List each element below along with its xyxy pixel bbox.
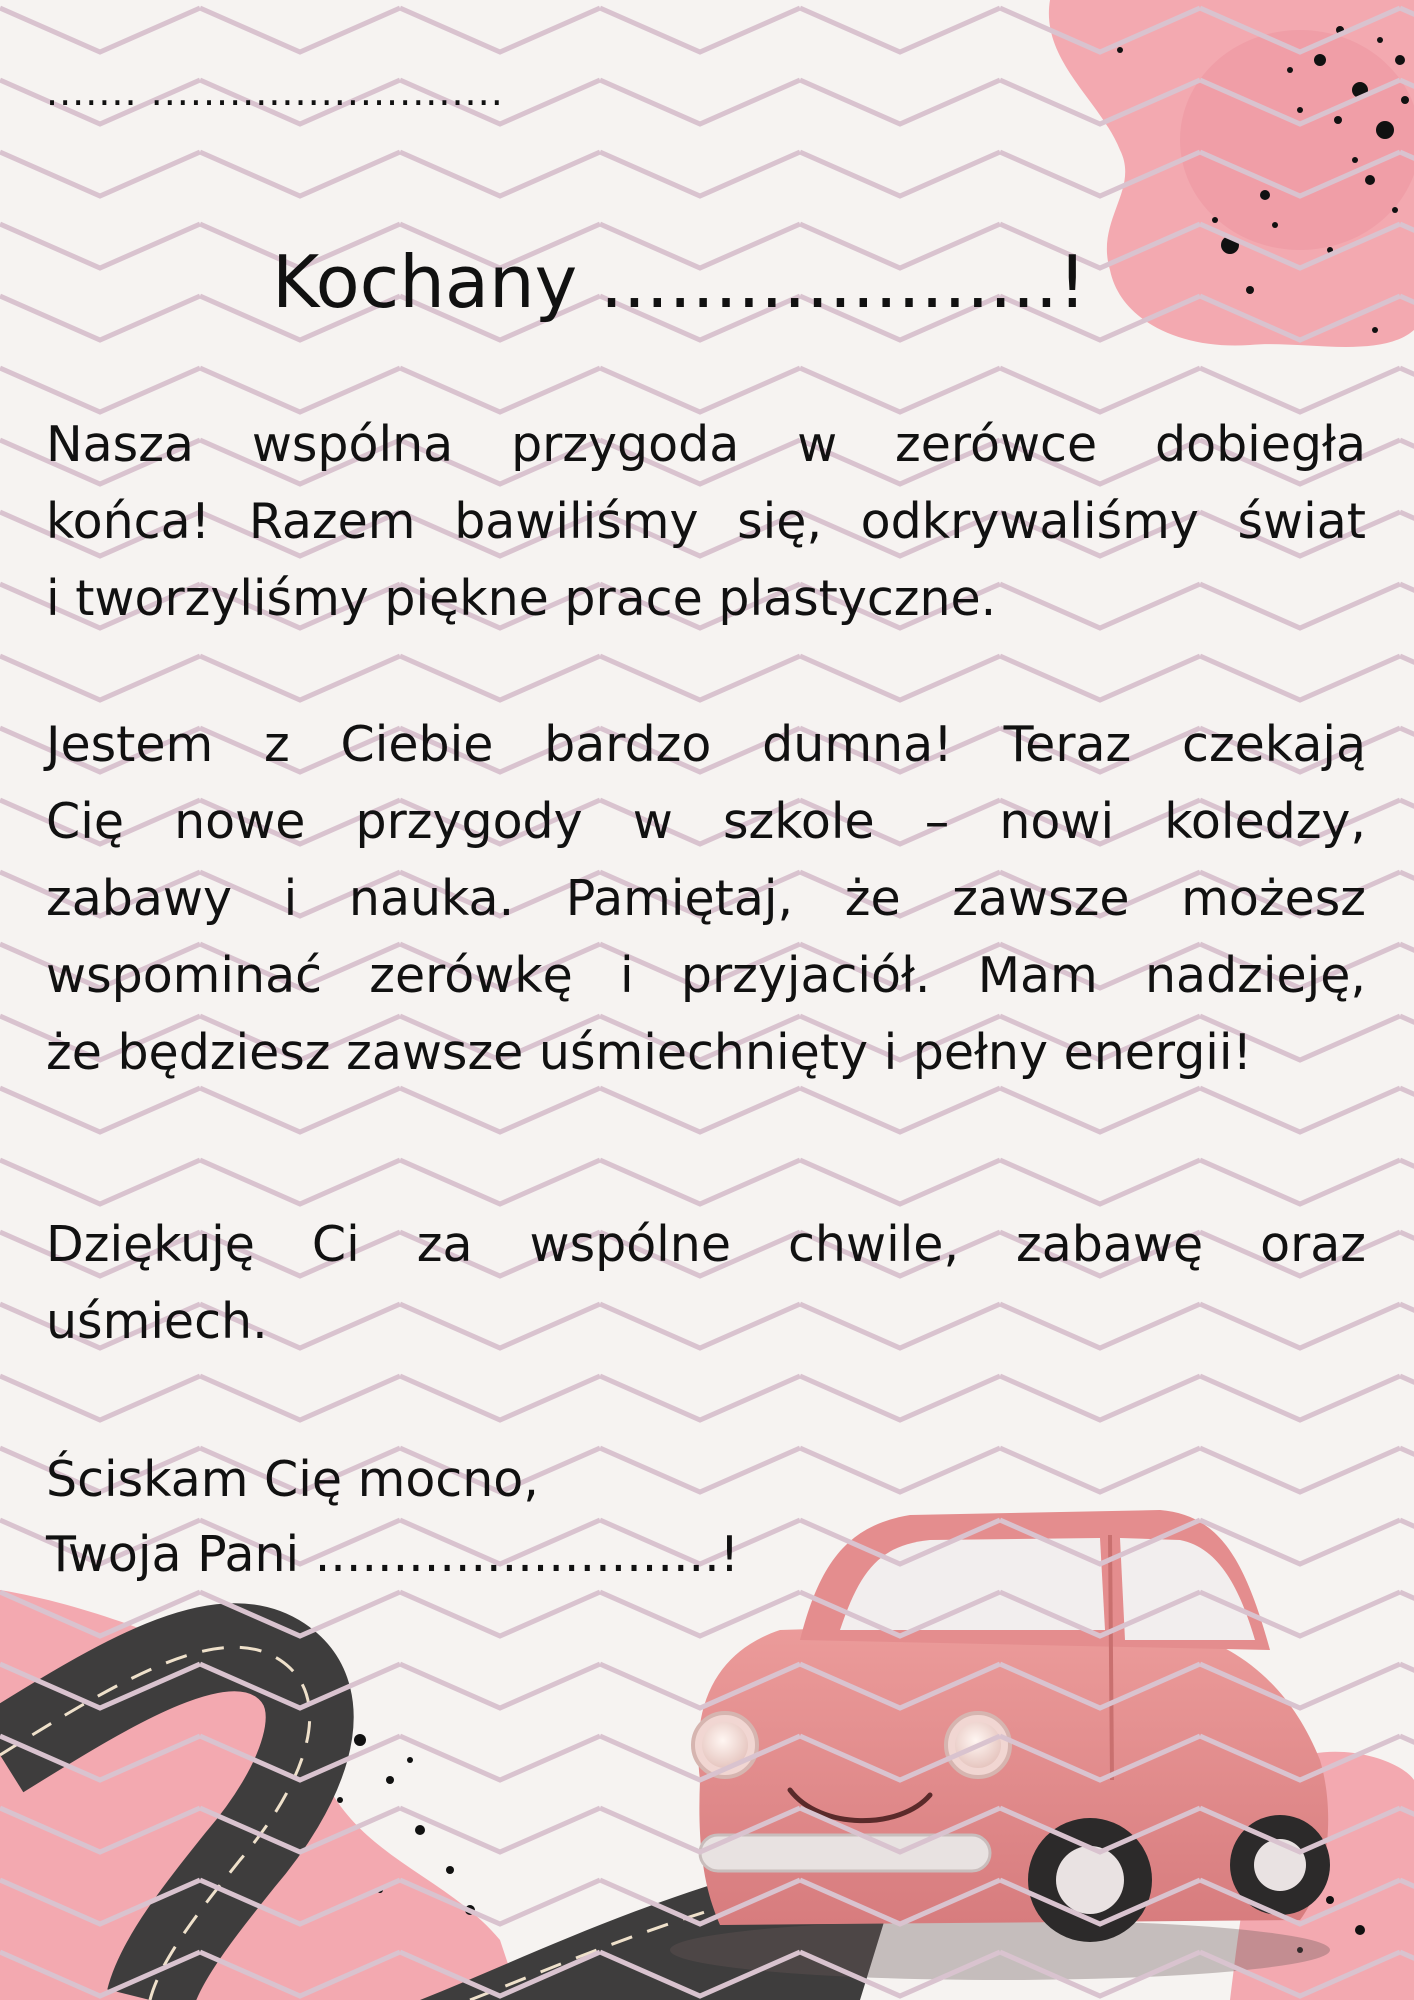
paragraph-line: uśmiech.: [46, 1293, 268, 1350]
paragraph-line: i tworzyliśmy piękne prace plastyczne.: [46, 570, 997, 627]
paragraph-line: zabawy i nauka. Pamiętaj, że zawsze możesz: [46, 870, 1366, 927]
signature-line: Twoja Pani ..........................!: [46, 1526, 740, 1583]
paragraph-line: Jestem z Ciebie bardzo dumna! Teraz czekają: [46, 716, 1366, 773]
date-placeholder: ....... ...........................: [46, 70, 504, 114]
paragraph-line: wspominać zerówkę i przyjaciół. Mam nadzieję,: [46, 947, 1366, 1004]
greeting-heading: Kochany ....................!: [272, 240, 1087, 324]
paragraph-line: końca! Razem bawiliśmy się, odkrywaliśmy świat: [46, 493, 1366, 550]
paragraph-line: Cię nowe przygody w szkole – nowi koledzy,: [46, 793, 1366, 850]
paragraph-line: Dziękuję Ci za wspólne chwile, zabawę oraz: [46, 1216, 1366, 1273]
closing-line: Ściskam Cię mocno,: [46, 1451, 539, 1508]
paragraph-line: że będziesz zawsze uśmiechnięty i pełny energii!: [46, 1024, 1253, 1081]
paragraph-line: Nasza wspólna przygoda w zerówce dobiegła: [46, 416, 1366, 473]
